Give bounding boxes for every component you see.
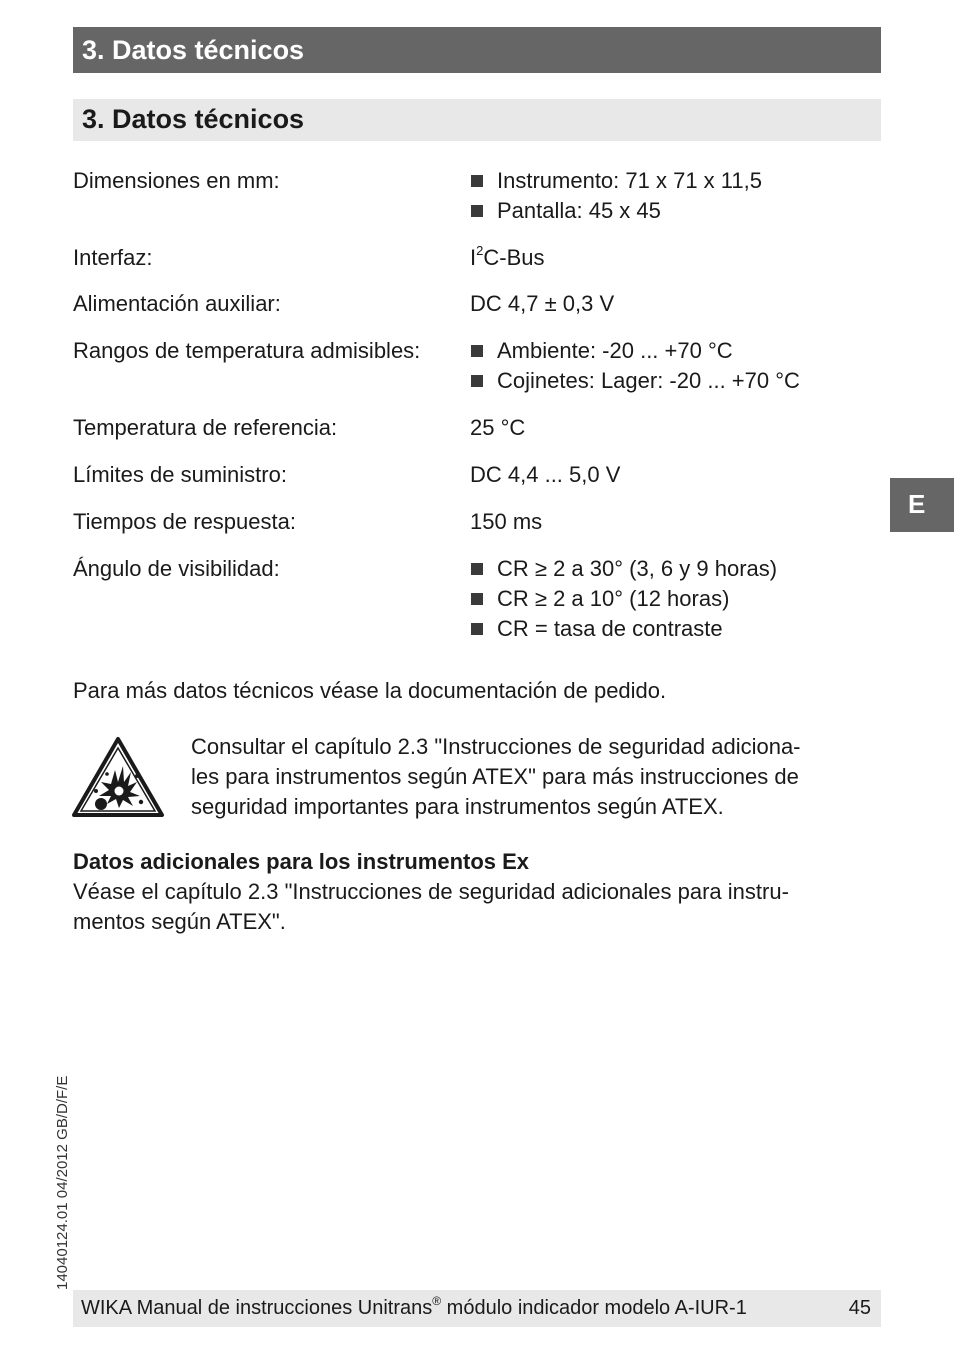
spec-bullet: CR ≥ 2 a 30° (3, 6 y 9 horas) [470,554,777,584]
section-heading-title: 3. Datos técnicos [82,104,305,134]
ex-section [73,847,789,937]
spec-bullet: Ambiente: -20 ... +70 °C [470,336,800,366]
language-tab-label: E [908,489,926,519]
spec-label: Límites de suministro: [73,462,287,487]
ex-section-heading: Datos adicionales para los instrumentos Ex [73,849,530,874]
footer-title-prefix: WIKA Manual de instrucciones Unitrans [81,1297,433,1319]
spec-value [470,336,800,396]
chapter-header-bar [73,27,881,73]
spec-value: 25 °C [470,415,526,440]
spec-bullet: CR = tasa de contraste [470,614,777,644]
spec-value: DC 4,4 ... 5,0 V [470,462,621,487]
section-heading-bar [73,99,881,141]
warning-text-line: Consultar el capítulo 2.3 "Instrucciones de seguridad adiciona- [191,734,801,759]
spec-label: Interfaz: [73,245,153,270]
spec-label: Temperatura de referencia: [73,415,338,440]
footer-title-suffix: módulo indicador modelo A-IUR-1 [441,1297,747,1319]
spec-label: Rangos de temperatura admisibles: [73,338,421,363]
spec-bullet: Pantalla: 45 x 45 [470,196,762,226]
spec-value-prefix: I [470,245,477,270]
spec-value-suffix: C-Bus [483,245,545,270]
ex-section-line: Véase el capítulo 2.3 "Instrucciones de seguridad adicionales para instru- [73,879,789,904]
warning-text [191,732,801,822]
spec-value: DC 4,7 ± 0,3 V [470,291,615,316]
explosion-warning-icon [71,736,165,818]
spec-label: Dimensiones en mm: [73,168,280,193]
spec-label: Alimentación auxiliar: [73,291,281,316]
language-tab [890,478,954,532]
spec-value [470,554,777,644]
more-info-text: Para más datos técnicos véase la documentación de pedido. [73,678,667,703]
document-code: 14040124.01 04/2012 GB/D/F/E [54,1075,71,1290]
warning-text-line: seguridad importantes para instrumentos según ATEX. [191,794,724,819]
chapter-header-title: 3. Datos técnicos [82,35,305,65]
spec-bullet: Cojinetes: Lager: -20 ... +70 °C [470,366,800,396]
spec-value [470,243,544,273]
spec-label: Ángulo de visibilidad: [73,556,280,581]
spec-value-superscript: 2 [476,242,484,258]
registered-mark: ® [432,1294,442,1309]
page-number: 45 [848,1297,871,1319]
footer-bar [73,1290,881,1327]
footer-title [81,1294,747,1320]
spec-bullet: Instrumento: 71 x 71 x 11,5 [470,166,762,196]
spec-label: Tiempos de respuesta: [73,509,296,534]
spec-value: 150 ms [470,509,543,534]
ex-section-line: mentos según ATEX". [73,909,286,934]
spec-bullet: CR ≥ 2 a 10° (12 horas) [470,584,777,614]
warning-text-line: les para instrumentos según ATEX" para más instrucciones de [191,764,799,789]
spec-value [470,166,762,226]
